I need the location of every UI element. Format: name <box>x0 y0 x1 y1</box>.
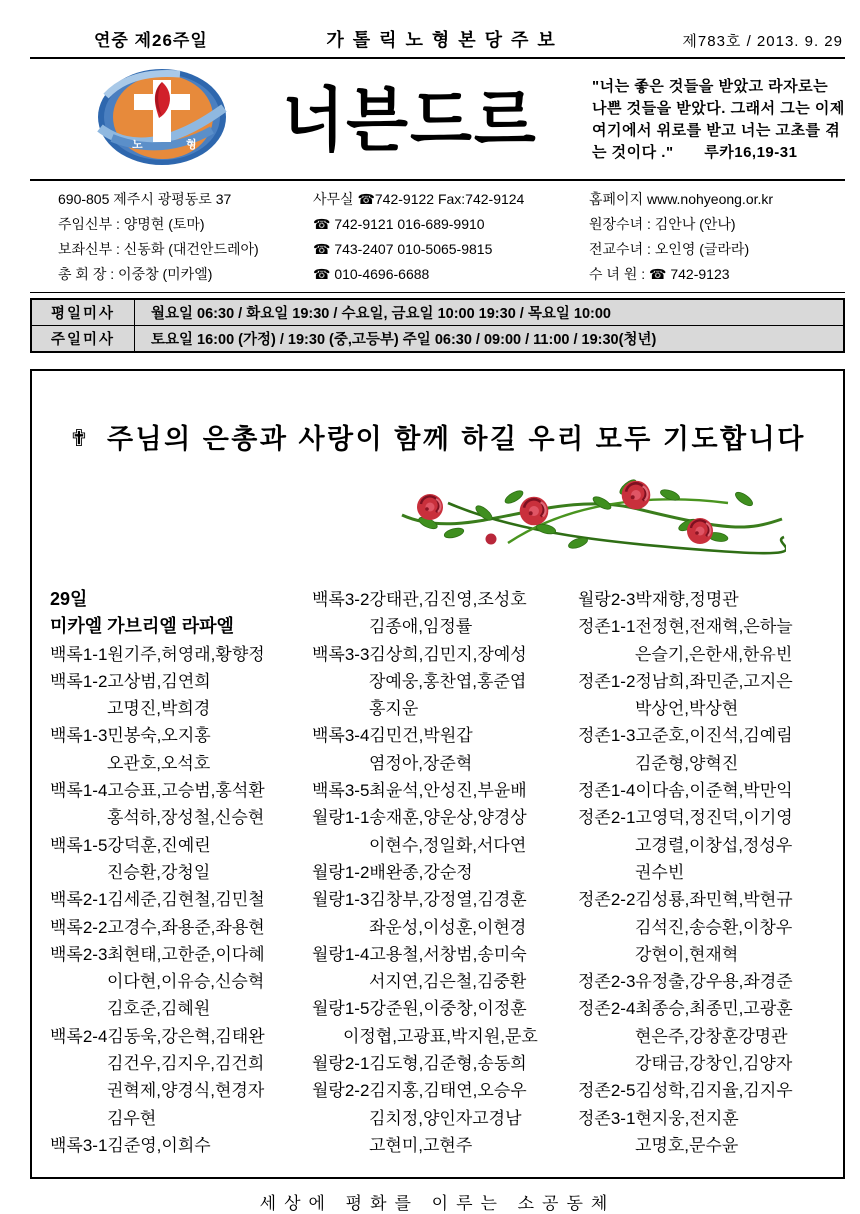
contact-line: ☎ 742-9121 016-689-9910 <box>313 216 485 232</box>
name-list-line: 김치정,양인자고경남 <box>369 1108 522 1128</box>
church-logo-icon <box>96 66 228 168</box>
name-list-line: 월랑2-3박재향,정명관 <box>578 590 739 609</box>
top-header <box>30 0 845 59</box>
name-list-line: 정존2-1고영덕,정진덕,이기영 <box>578 808 793 828</box>
sunday-mass-label: 주일미사 <box>32 326 135 351</box>
name-list-line: 김우현 <box>107 1108 157 1128</box>
name-list-line: 정존1-1전정현,전재혁,은하늘 <box>578 617 793 637</box>
liturgical-week-label: 연중 제26주일 <box>94 31 208 50</box>
weekday-mass-row <box>32 300 843 325</box>
contact-line: 주임신부 : 양명현 (토마) <box>58 216 205 232</box>
sunday-mass-times: 토요일 16:00 (가정) / 19:30 (중,고등부) 주일 06:30 / 09:00 / 11:00 / 19:30(청년) <box>151 332 657 348</box>
name-list-line: 박상언,박상현 <box>635 699 739 719</box>
issue-number-date: 제783호 / 2013. 9. 29 <box>682 33 843 50</box>
name-list-line: 백록2-4김동욱,강은혁,김태완 <box>50 1026 265 1046</box>
name-list-line: 정존2-2김성룡,좌민혁,박현규 <box>578 890 793 910</box>
name-list-line: 서지연,김은철,김중환 <box>369 972 527 992</box>
name-list-line: 백록2-2고경수,좌용준,좌용현 <box>50 917 265 937</box>
name-list-line: 김건우,김지우,김건희 <box>107 1054 265 1074</box>
logo-text-right: 형 <box>186 139 197 151</box>
name-list-line: 고경렬,이창섭,정성우 <box>635 835 793 855</box>
sunday-mass-row <box>32 325 843 351</box>
name-list-line: 고현미,고현주 <box>369 1135 473 1155</box>
name-list-line: 권수빈 <box>635 862 685 882</box>
name-list-line: 백록3-5최윤석,안성진,부윤배 <box>312 781 527 801</box>
contact-line: 690-805 제주시 광평동로 37 <box>58 191 232 207</box>
name-list-line: 장예웅,홍찬엽,홍준엽 <box>369 671 527 691</box>
name-list-line: 현은주,강창훈강명관 <box>635 1026 788 1046</box>
name-list-line: 김석진,송승환,이창우 <box>635 917 793 937</box>
name-list-line: 이현수,정일화,서다연 <box>369 835 527 855</box>
parish-logo <box>96 66 228 173</box>
name-list-line: 백록1-5강덕훈,진예린 <box>50 835 211 855</box>
name-list-line: 백록1-3민봉숙,오지홍 <box>50 726 211 746</box>
name-list-line: 정존3-1현지웅,전지훈 <box>578 1108 739 1128</box>
contact-line: 원장수녀 : 김안나 (안나) <box>589 216 736 232</box>
name-list-line: 백록1-2고상범,김연희 <box>50 671 211 691</box>
weekday-mass-times: 월요일 06:30 / 화요일 19:30 / 수요일, 금요일 10:00 19:30 / 목요일 10:00 <box>151 306 611 322</box>
name-list-line: 강태금,강창인,김양자 <box>635 1054 793 1074</box>
name-list-line: 정존1-2정남희,좌민준,고지은 <box>578 671 793 691</box>
name-list-line: 월랑2-1김도형,김준형,송동희 <box>312 1054 527 1074</box>
name-list-line: 백록2-1김세준,김현철,김민철 <box>50 890 265 910</box>
name-list-line: 월랑1-3김창부,강정열,김경훈 <box>312 890 527 910</box>
name-list-line: 월랑1-2배완종,강순정 <box>312 862 473 882</box>
name-list-line: 이정협,고광표,박지원,문호 <box>343 1026 538 1046</box>
name-list-line: 고명호,문수윤 <box>635 1135 739 1155</box>
feast-day-name-list-box <box>30 369 845 1179</box>
contact-line: ☎ 743-2407 010-5065-9815 <box>313 241 493 257</box>
weekday-mass-label: 평일미사 <box>32 300 135 325</box>
name-list-line: 김종애,임정률 <box>369 617 473 637</box>
name-list-line: 강현이,현재혁 <box>635 944 739 964</box>
name-list-line: 홍지운 <box>369 699 419 719</box>
name-list-line: 백록1-1원기주,허영래,황향정 <box>50 644 265 664</box>
name-list-line: 29일 <box>50 589 88 609</box>
name-list-column-1 <box>50 586 312 1159</box>
name-list-line: 고명진,박희경 <box>107 699 211 719</box>
name-list-columns <box>32 586 843 1159</box>
name-list-line: 권혁제,양경식,현경자 <box>107 1081 265 1101</box>
name-list-line: 미카엘 가브리엘 라파엘 <box>50 616 234 637</box>
name-list-line: 정존2-3유정출,강우용,좌경준 <box>578 972 793 992</box>
name-list-line: 은슬기,은한새,한유빈 <box>635 644 793 664</box>
scripture-quote-text: "너는 좋은 것들을 받았고 라자로는 나쁜 것들을 받았다. 그래서 그는 이제 여기에서 위로를 받고 너는 고초를 겪는 것이다 ." <box>592 77 845 161</box>
mass-times-table <box>30 298 845 353</box>
contact-column-address-clergy <box>30 187 313 287</box>
rose-garland-icon <box>388 473 786 561</box>
rose-garland-graphic <box>388 473 786 566</box>
scripture-quote <box>592 76 845 164</box>
name-list-line: 정존1-4이다솜,이준혁,박만익 <box>578 781 793 801</box>
name-list-line: 정존2-4최종승,최종민,고광훈 <box>578 999 793 1019</box>
name-list-line: 김호준,김혜원 <box>107 999 211 1019</box>
cross-icon: ✟ <box>69 425 91 451</box>
contact-column-phones <box>313 187 589 287</box>
bulletin-sheet <box>30 0 845 1214</box>
contact-line: 보좌신부 : 신동화 (대건안드레아) <box>58 241 259 257</box>
contact-column-web-sisters <box>589 187 845 287</box>
name-list-line: 염정아,장준혁 <box>369 753 473 773</box>
name-list-line: 홍석하,장성철,신승현 <box>107 808 265 828</box>
logo-text-left: 노 <box>132 139 143 151</box>
name-list-line: 백록2-3최현태,고한준,이다혜 <box>50 944 265 964</box>
prayer-heading <box>32 417 843 456</box>
name-list-line: 백록3-3김상희,김민지,장예성 <box>312 644 527 664</box>
contact-info <box>30 181 845 293</box>
bulletin-title: 너븐드르 <box>282 80 538 159</box>
name-list-line: 월랑2-2김지홍,김태연,오승우 <box>312 1081 527 1101</box>
name-list-column-3 <box>578 586 843 1159</box>
name-list-line: 백록3-4김민건,박원갑 <box>312 726 473 746</box>
contact-line: ☎ 010-4696-6688 <box>313 266 430 282</box>
name-list-line: 좌운성,이성훈,이현경 <box>369 917 527 937</box>
contact-line: 홈페이지 www.nohyeong.or.kr <box>589 191 774 207</box>
name-list-line: 월랑1-1송재훈,양운상,양경상 <box>312 808 527 828</box>
contact-line: 수 녀 원 : ☎ 742-9123 <box>589 266 730 282</box>
name-list-line: 이다현,이유승,신승혁 <box>107 972 265 992</box>
name-list-line: 월랑1-5강준원,이중창,이정훈 <box>312 999 527 1019</box>
name-list-line: 백록1-4고승표,고승범,홍석환 <box>50 781 265 801</box>
contact-line: 전교수녀 : 오인영 (글라라) <box>589 241 750 257</box>
masthead <box>30 59 845 181</box>
name-list-line: 진승환,강청일 <box>107 862 211 882</box>
name-list-line: 오관호,오석호 <box>107 753 211 773</box>
name-list-line: 정존1-3고준호,이진석,김예림 <box>578 726 793 746</box>
name-list-column-2 <box>312 586 578 1159</box>
name-list-line: 월랑1-4고용철,서창범,송미숙 <box>312 944 527 964</box>
prayer-text: 주님의 은총과 사랑이 함께 하길 우리 모두 기도합니다 <box>106 424 806 454</box>
name-list-line: 김준형,양혁진 <box>635 753 739 773</box>
name-list-line: 백록3-1김준영,이희수 <box>50 1135 211 1155</box>
footer-motto: 세상에 평화를 이루는 소공동체 <box>259 1194 616 1213</box>
contact-line: 총 회 장 : 이중창 (미카엘) <box>58 266 213 282</box>
bulletin-name: 가톨릭노형본당주보 <box>326 30 564 50</box>
name-list-line: 정존2-5김성학,김지율,김지우 <box>578 1081 793 1101</box>
name-list-line: 백록3-2강태관,김진영,조성호 <box>312 590 527 609</box>
scripture-reference: 루카16,19-31 <box>704 143 798 161</box>
contact-line: 사무실 ☎742-9122 Fax:742-9124 <box>313 191 525 207</box>
